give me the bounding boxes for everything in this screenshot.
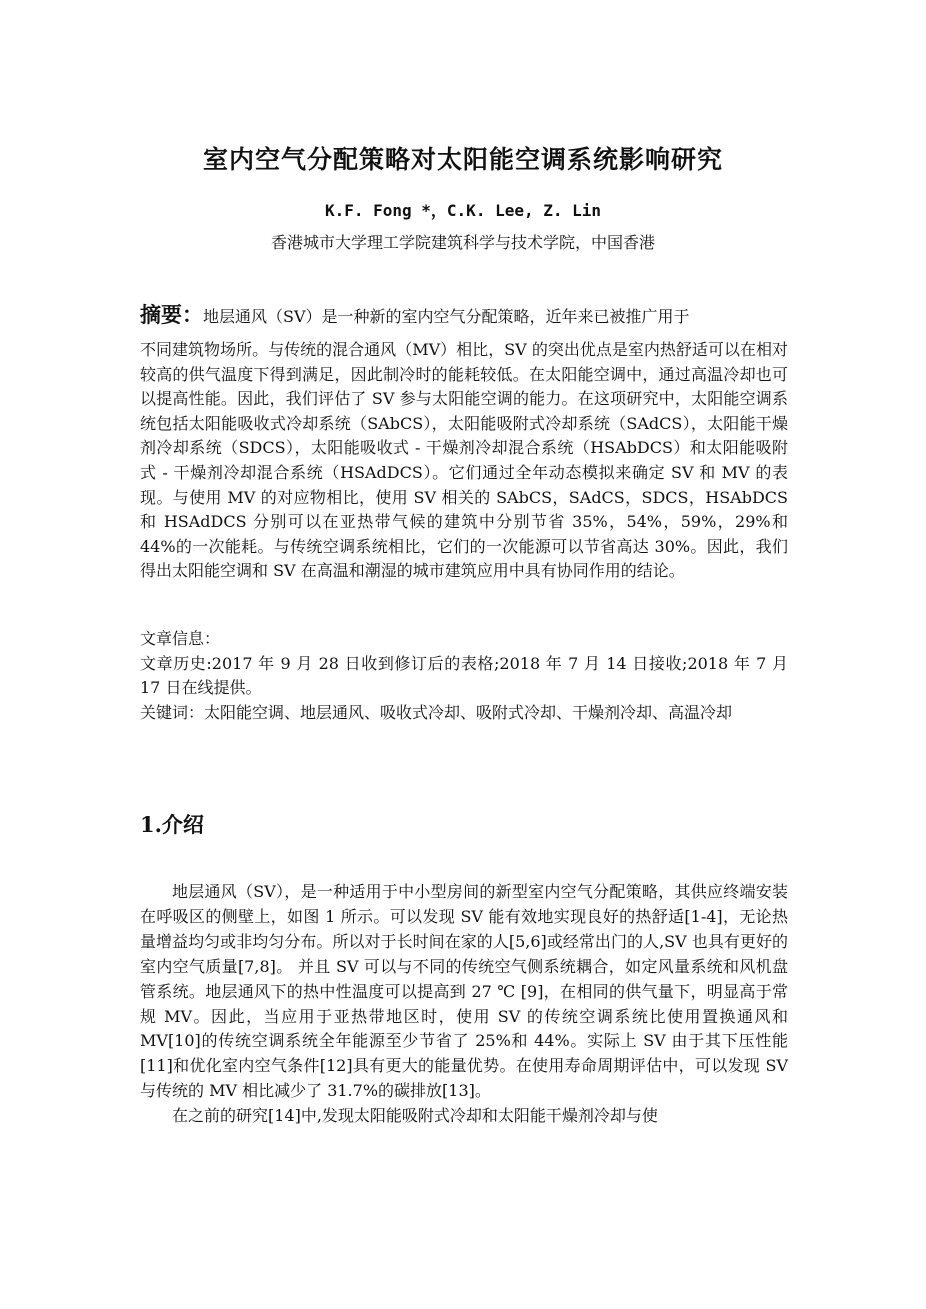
abstract-first-line: [140, 298, 788, 334]
abstract-label: 摘要：: [140, 303, 203, 327]
keywords: 关键词：太阳能空调、地层通风、吸收式冷却、吸附式冷却、干燥剂冷却、高温冷却: [140, 702, 733, 722]
introduction-paragraph-2: 在之前的研究[14]中,发现太阳能吸附式冷却和太阳能干燥剂冷却与使: [172, 1106, 658, 1126]
article-info: [140, 627, 788, 725]
introduction-body: [140, 880, 788, 1129]
abstract-body: 不同建筑物场所。与传统的混合通风（MV）相比，SV 的突出优点是室内热舒适可以在相对较高的供气温度下得到满足，因此制冷时的能耗较低。在太阳能空调中，通过高温冷却也可以提高性能。因此，我们评估了 SV 参与太阳能空调的能力。在这项研究中，太阳能空调系统包括太阳能吸收式冷却系统（SAbCS），太阳能吸附式冷却系统（SAdCS），太阳能干燥剂冷却系统（SDCS），太阳能吸收式 - 干燥剂冷却混合系统（HSAbDCS）和太阳能吸附式 - 干燥剂冷却混合系统（HSAdDCS）。它们通过全年动态模拟来确定 SV 和 MV 的表现。与使用 MV 的对应物相比，使用 SV 相关的 SAbCS，SAdCS，SDCS，HSAbDCS 和 HSAdDCS 分别可以在亚热带气候的建筑中分别节省 35%，54%，59%，29%和 44%的一次能耗。与传统空调系统相比，它们的一次能源可以节省高达 30%。因此，我们得出太阳能空调和 SV 在高温和潮湿的城市建筑应用中具有协同作用的结论。: [140, 340, 788, 581]
introduction-paragraph-1: 地层通风（SV），是一种适用于中小型房间的新型室内空气分配策略，其供应终端安装在呼吸区的侧壁上，如图 1 所示。可以发现 SV 能有效地实现良好的热舒适[1-4]，无论热量增益均匀或非均匀分布。所以对于长时间在家的人[5,6]或经常出门的人,SV 也具有更好的室内空气质量[7,8]。 并且 SV 可以与不同的传统空气侧系统耦合，如定风量系统和风机盘管系统。地层通风下的热中性温度可以提高到 27 ℃ [9]，在相同的供气量下，明显高于常规 MV。因此，当应用于亚热带地区时，使用 SV 的传统空调系统比使用置换通风和 MV[10]的传统空调系统全年能源至少节省了 25%和 44%。实际上 SV 由于其下压性能[11]和优化室内空气条件[12]具有更大的能量优势。在使用寿命周期评估中，可以发现 SV 与传统的 MV 相比减少了 31.7%的碳排放[13]。: [140, 882, 788, 1101]
abstract: [140, 298, 788, 584]
paper-title: 室内空气分配策略对太阳能空调系统影响研究: [202, 145, 723, 174]
section-heading-introduction: 1.介绍: [140, 812, 204, 837]
author-list: K.F. Fong *，C.K. Lee, Z. Lin: [324, 201, 602, 220]
author-affiliation: 香港城市大学理工学院建筑科学与技术学院，中国香港: [270, 233, 655, 252]
article-info-label: 文章信息：: [140, 629, 221, 648]
abstract-opening-text: 地层通风（SV）是一种新的室内空气分配策略，近年来已被推广用于: [203, 307, 690, 326]
article-history: 文章历史:2017 年 9 月 28 日收到修订后的表格;2018 年 7 月 14 日接收;2018 年 7 月 17 日在线提供。: [140, 653, 788, 698]
